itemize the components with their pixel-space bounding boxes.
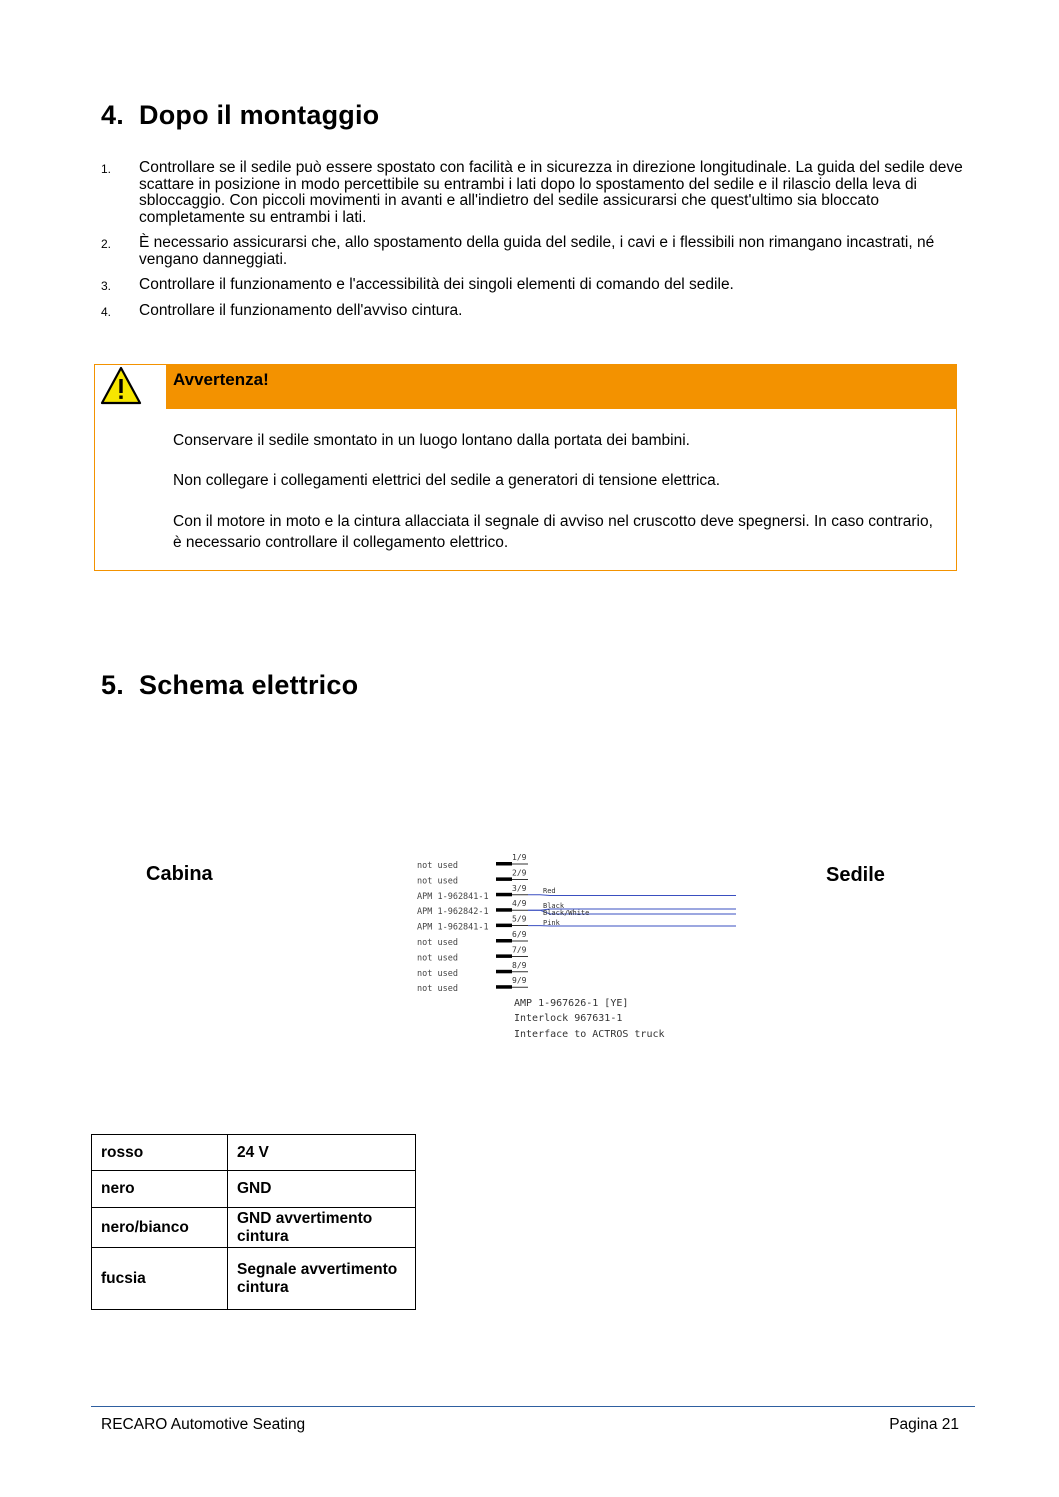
step-text: Controllare il funzionamento dell'avviso cintura. — [139, 301, 463, 319]
table-row — [92, 1171, 416, 1208]
wire-color-table — [91, 1134, 416, 1310]
list-item — [101, 303, 976, 320]
step-text: Controllare se il sedile può essere spostato con facilità e in sicurezza in direzione longitudinale. La guida del sedile deve scattare in posizione in modo percettibile su entrambi i lati dopo lo spostamento del sedile e il rilascio della leva di sbloccaggio. Con piccoli movimenti in avanti e all'indietro del sedile assicurarsi che quest'ultimo sia bloccato completamente su entrambi i lati. — [139, 159, 963, 226]
section-4-title: Dopo il montaggio — [139, 100, 380, 130]
pin-number: 1/9 — [512, 853, 527, 862]
pin-label: APM 1-962841-1 — [417, 891, 489, 902]
wire-label: Red — [543, 887, 556, 895]
pin-label: not used — [417, 938, 458, 948]
pin-number: 9/9 — [512, 976, 527, 986]
pin-contact — [496, 862, 512, 866]
pin-contact — [496, 908, 512, 912]
wire-label: Black — [543, 902, 565, 910]
pin-contact — [496, 954, 512, 958]
table-cell: nero/bianco — [92, 1208, 228, 1248]
list-item — [101, 277, 976, 294]
cabin-label: Cabina — [146, 863, 213, 885]
pin-label: not used — [417, 953, 458, 964]
section-4-heading — [101, 100, 379, 131]
footer-company: RECARO Automotive Seating — [101, 1416, 306, 1433]
step-number: 1. — [101, 162, 112, 176]
pin-label: not used — [417, 876, 458, 887]
warning-header — [166, 365, 956, 409]
pin-contact — [496, 877, 512, 881]
pin-label: APM 1-962841-1 — [417, 922, 489, 933]
wiring-schematic — [410, 848, 750, 1048]
wire-label: Pink — [543, 919, 560, 927]
pin-number: 6/9 — [512, 930, 527, 939]
schematic-note: Interlock 967631-1 — [514, 1013, 623, 1024]
table-row — [92, 1248, 416, 1310]
pin-number: 5/9 — [512, 914, 527, 924]
section-5-number: 5. — [101, 670, 124, 700]
warning-paragraph: Conservare il sedile smontato in un luogo lontano dalla portata dei bambini. — [173, 432, 690, 449]
section-5-title: Schema elettrico — [139, 670, 359, 700]
pin-number: 4/9 — [512, 899, 527, 909]
section-5-heading — [101, 670, 358, 701]
schematic-note: AMP 1-967626-1 [YE] — [514, 998, 629, 1009]
table-cell: GND avvertimento cintura — [228, 1208, 416, 1248]
table-cell: Segnale avvertimento cintura — [228, 1248, 416, 1310]
steps-list — [101, 160, 976, 328]
footer-divider — [91, 1406, 975, 1407]
pin-contact — [496, 970, 512, 974]
warning-paragraph: Con il motore in moto e la cintura allacciata il segnale di avviso nel cruscotto deve spegnersi. In caso contrario, è necessario controllare il collegamento elettrico. — [173, 513, 933, 551]
step-text: Controllare il funzionamento e l'accessibilità dei singoli elementi di comando del sedile. — [139, 276, 734, 293]
footer-page-number: Pagina 21 — [889, 1416, 959, 1433]
wire-line — [528, 895, 736, 896]
pin-number: 7/9 — [512, 945, 527, 955]
pin-label: not used — [417, 984, 458, 995]
warning-paragraph: Non collegare i collegamenti elettrici del sedile a generatori di tensione elettrica. — [173, 472, 721, 489]
pin-label: APM 1-962842-1 — [417, 907, 489, 918]
seat-label: Sedile — [826, 864, 885, 886]
pin-contact — [496, 893, 512, 897]
schematic-note: Interface to ACTROS truck — [514, 1029, 665, 1040]
step-number: 2. — [101, 237, 112, 251]
pin-contact — [496, 924, 512, 928]
wire-label: Black/White — [543, 909, 590, 917]
section-4-number: 4. — [101, 100, 124, 130]
warning-box — [94, 364, 957, 571]
table-cell: 24 V — [228, 1135, 416, 1171]
pin-label: not used — [417, 968, 458, 979]
pin-number: 3/9 — [512, 883, 527, 893]
warning-triangle-icon — [100, 365, 142, 407]
step-number: 3. — [101, 279, 112, 293]
pin-number: 8/9 — [512, 960, 527, 970]
pin-label: not used — [417, 861, 458, 871]
list-item — [101, 235, 976, 268]
table-cell: rosso — [92, 1135, 228, 1171]
step-text: È necessario assicurarsi che, allo spostamento della guida del sedile, i cavi e i flessibili non rimangano incastrati, né vengano danneggiati. — [139, 234, 935, 268]
step-number: 4. — [101, 304, 112, 319]
pin-contact — [496, 985, 512, 989]
pin-number: 2/9 — [512, 868, 527, 878]
warning-title: Avvertenza! — [173, 370, 269, 389]
list-item — [101, 160, 976, 226]
table-cell: GND — [228, 1171, 416, 1208]
pin-contact — [496, 939, 512, 943]
table-row — [92, 1135, 416, 1171]
table-cell: nero — [92, 1171, 228, 1208]
table-cell: fucsia — [92, 1248, 228, 1310]
table-row — [92, 1208, 416, 1248]
